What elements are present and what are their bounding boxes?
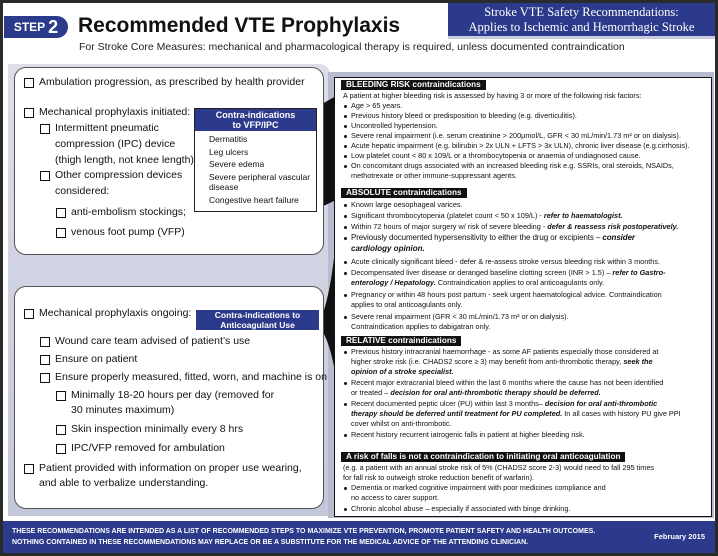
list-item: Known large oesophageal varices. — [351, 200, 463, 209]
contraindications-panel — [334, 77, 712, 517]
checkbox-icon[interactable] — [56, 425, 66, 435]
list-item-continued: or treated – decision for oral anti-thrombotic therapy should be deferred. — [351, 388, 601, 397]
list-item: Severe peripheral vascular — [209, 171, 311, 182]
footer-line-1: THESE RECOMMENDATIONS ARE INTENDED AS A LIST OF RECOMMENDED STEPS TO MAXIMIZE VTE PREVENTION, PROMOTE PATIENT SAFETY AND HEALTH OUTCOMES. — [12, 528, 596, 535]
falls-heading: A risk of falls is not a contraindication to initiating oral anticoagulation — [341, 452, 625, 462]
falls-intro-2: for fall risk to outweigh stroke reduction benefit of warfarin). — [343, 473, 535, 482]
list-item: Severe renal impairment (GFR < 30 mL/min/1.73 m² or on dialysis). — [351, 312, 569, 321]
footer-banner — [3, 521, 715, 553]
list-item: Previously documented hypersensitivity to either the drug or excipients – consider — [351, 233, 635, 242]
checkbox-icon[interactable] — [40, 373, 50, 383]
checkbox-icon[interactable] — [24, 309, 34, 319]
footer-date: February 2015 — [654, 532, 705, 541]
banner-line-2: Applies to Ischemic and Hemorrhagic Stroke — [468, 20, 695, 34]
list-item: Recent history recurrent iatrogenic falls in patient at higher bleeding risk. — [351, 430, 585, 439]
checkbox-icon[interactable] — [40, 171, 50, 181]
list-item: Pregnancy or within 48 hours post partum - seek urgent haematological advice. Contraindication — [351, 290, 662, 299]
list-item: Uncontrolled hypertension. — [351, 121, 438, 130]
footer-line-2: NOTHING CONTAINED IN THESE RECOMMENDATIONS MAY REPLACE OR BE A SUBSTITUTE FOR THE MEDICAL ADVICE OF THE ATTENDING CLINICIAN. — [12, 539, 529, 546]
step-number: 2 — [48, 16, 59, 37]
checkbox-icon[interactable] — [24, 108, 34, 118]
bleeding-intro: A patient at higher bleeding risk is assessed by having 3 or more of the following risk factors: — [343, 91, 642, 100]
page-title: Recommended VTE Prophylaxis — [78, 14, 401, 37]
list-item: Congestive heart failure — [209, 194, 299, 205]
bleeding-risk-heading: BLEEDING RISK contraindications — [341, 80, 486, 90]
checkbox-icon[interactable] — [56, 391, 66, 401]
checkbox-icon[interactable] — [24, 78, 34, 88]
header-banner — [448, 3, 715, 36]
list-item: Recent major extracranial bleed within the last 6 months where the cause has not been identified — [351, 378, 664, 387]
list-item: Leg ulcers — [209, 146, 249, 157]
list-item: Decompensated liver disease or deranged baseline clotting screen (INR > 1.5) – refer to Gastro- — [351, 268, 666, 277]
list-item-continued: Contraindication applies to dabigatran only. — [351, 322, 491, 331]
absolute-heading: ABSOLUTE contraindications — [341, 188, 467, 198]
list-item-continued: therapy should be deferred until treatment for PU completed. In all cases with history PU give PPI — [351, 409, 681, 418]
list-item: Previous history intracranial haemorrhage - as some AF patients especially those considered at — [351, 347, 659, 356]
checkbox-icon[interactable] — [56, 444, 66, 454]
vfp-contraindications-box — [194, 108, 317, 212]
list-item: Dementia or marked cognitive impairment with poor medicines compliance and — [351, 483, 606, 492]
list-item: Acute clinically significant bleed - defer & re-assess stroke versus bleeding risk within 3 months. — [351, 257, 661, 266]
vfp-contraindications-heading: Contra-indications to VFP/IPC — [195, 109, 316, 131]
list-item: Recent documented peptic ulcer (PU) within last 3 months– decision for oral anti-thrombotic — [351, 399, 658, 408]
list-item-continued: cardiology opinion. — [351, 244, 425, 253]
list-item: Severe renal impairment (i.e. serum creatinine > 200μmol/L, GFR < 30 mL/min/1.73 m² or on dialysis). — [351, 131, 681, 140]
checkbox-icon[interactable] — [40, 124, 50, 134]
step-badge — [4, 16, 68, 38]
checkbox-icon[interactable] — [40, 337, 50, 347]
checkbox-icon[interactable] — [56, 208, 66, 218]
list-item-continued: higher stroke risk (i.e. CHADS2 score ≥ 3) may benefit from anti-thrombotic therapy, seek the — [351, 357, 653, 366]
list-item: Severe edema — [209, 159, 265, 169]
list-item: Age > 65 years. — [351, 101, 403, 110]
list-item: Chronic alcohol abuse – especially if associated with binge drinking. — [351, 504, 571, 513]
list-item-continued: opinion of a stroke specialist. — [351, 367, 454, 376]
list-item-continued: no access to carer support. — [351, 493, 440, 502]
checkbox-icon[interactable] — [24, 464, 34, 474]
step-label: STEP — [13, 20, 46, 34]
list-item: Previous history bleed or predisposition to bleeding (e.g. diverticulitis). — [351, 111, 577, 120]
page-subtitle: For Stroke Core Measures: mechanical and pharmacological therapy is required, unless documented contraindication — [79, 41, 625, 53]
relative-heading: RELATIVE contraindications — [341, 336, 461, 346]
anticoagulant-contraindications-heading: Contra-indications to Anticoagulant Use — [196, 310, 319, 330]
list-item: Within 72 hours of major surgery w/ risk of severe bleeding - defer & reassess risk postoperatively. — [351, 222, 679, 231]
checkbox-icon[interactable] — [40, 355, 50, 365]
mechanical-initiated-box: Ambulation progression, as prescribed by health provider Mechanical prophylaxis initiated: Intermittent pneumatic compression (IPC) device (thigh length, not knee length) Other compression devices considered: anti-embolism stockings; venous foot pump (VFP) — [14, 67, 324, 255]
banner-line-1: Stroke VTE Safety Recommendations: — [484, 5, 679, 19]
list-item: Low platelet count < 80 x 109/L or a thrombocytopenia or anaemia of undiagnosed cause. — [351, 151, 641, 160]
list-item: Dermatitis — [209, 134, 248, 144]
list-item: Significant thrombocytopenia (platelet count < 50 x 109/L) - refer to haematologist. — [351, 211, 623, 220]
list-item: On concomitant drugs associated with an increased bleeding risk e.g. SSRIs, oral steroids, NSAIDs, — [351, 161, 674, 170]
mechanical-ongoing-box: Mechanical prophylaxis ongoing: Wound care team advised of patient’s use Ensure on patient Ensure properly measured, fitted, worn, and machine is on Minimally 18-20 hours per day (removed for 30 minutes maximum) Skin inspection minimally every 8 hrs IPC/VFP removed for ambulation Patient provided with information on proper use wearing, and able to verbalize understanding. — [14, 286, 324, 509]
list-item-continued: methotrexate or other immune-suppressant agents. — [351, 171, 517, 180]
checkbox-icon[interactable] — [56, 228, 66, 238]
list-item: Acute hepatic impairment (e.g. bilirubin > 2x ULN + LFTS > 3x ULN), chronic liver disease (e.g.cirrhosis). — [351, 141, 690, 150]
list-item: disease — [209, 182, 239, 192]
banner-strip — [448, 36, 715, 39]
vfp-contraindications-list — [195, 131, 316, 205]
list-item-continued: applies to oral anticoagulants only. — [351, 300, 463, 309]
falls-intro-1: (e.g. a patient with an annual stroke risk of 5% (CHADS2 score 2-3) would need to fall 295 times — [343, 463, 655, 472]
list-item-continued: enterology / Hepatology. Contraindication applies to oral anticoagulants only. — [351, 278, 605, 287]
list-item-continued: cover whilst on anti-thrombotic. — [351, 419, 452, 428]
